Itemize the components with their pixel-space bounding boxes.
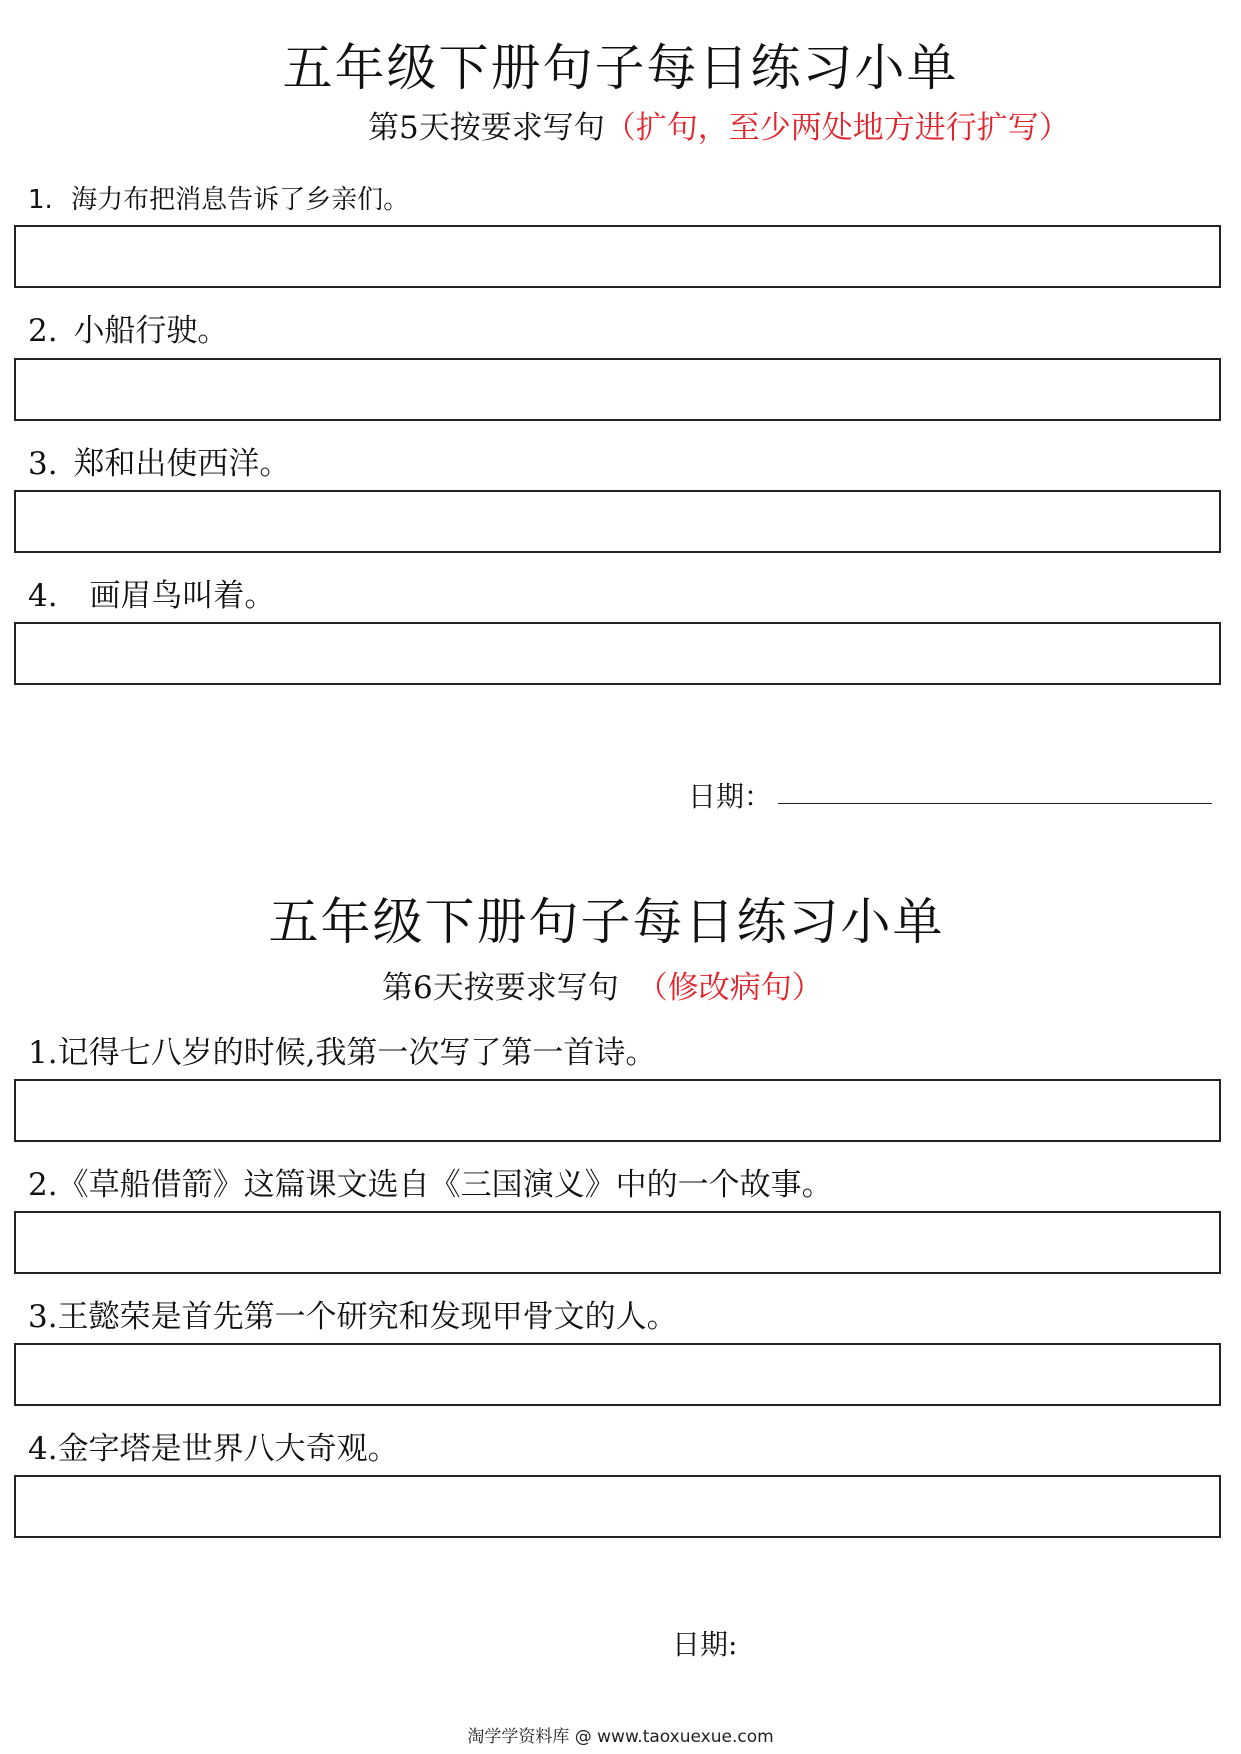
answer-box-4-day5[interactable] (14, 622, 1221, 685)
answer-box-3-day6[interactable] (14, 1343, 1221, 1406)
question-text: 小船行驶。 (73, 313, 229, 349)
question-number: 4. (28, 578, 58, 614)
worksheet-title-day5: 五年级下册句子每日练习小单 (282, 39, 959, 97)
answer-box-2-day6[interactable] (14, 1211, 1221, 1274)
question-number: 1. (28, 185, 53, 215)
answer-box-2-day5[interactable] (14, 358, 1221, 421)
question-3-day5 (28, 444, 290, 484)
answer-box-1-day5[interactable] (14, 225, 1221, 288)
subtitle-day5-text: 第5天按要求写句 (368, 110, 605, 146)
answer-box-3-day5[interactable] (14, 490, 1221, 553)
date-label-day5: 日期： (688, 780, 773, 813)
question-text: 郑和出使西洋。 (73, 446, 291, 482)
question-text: 记得七八岁的时候,我第一次写了第一首诗。 (57, 1035, 657, 1071)
question-number: 2. (28, 1167, 58, 1203)
footer-watermark: 淘学学资料库 @ www.taoxuexue.com (467, 1727, 774, 1747)
question-number: 3. (28, 446, 58, 482)
question-text: 王懿荣是首先第一个研究和发现甲骨文的人。 (57, 1299, 678, 1335)
subtitle-day6 (382, 968, 823, 1008)
instruction-day6: （修改病句） (636, 970, 823, 1006)
question-2-day5 (28, 311, 228, 351)
answer-box-4-day6[interactable] (14, 1475, 1221, 1538)
question-4-day6 (28, 1429, 399, 1469)
question-number: 3. (28, 1299, 58, 1335)
question-1-day5 (28, 180, 409, 220)
subtitle-day5 (368, 108, 1070, 148)
instruction-day5: （扩句，至少两处地方进行扩写） (604, 110, 1070, 146)
question-number: 2. (28, 313, 58, 349)
question-text: 《草船借箭》这篇课文选自《三国演义》中的一个故事。 (57, 1167, 833, 1203)
worksheet-title-day6: 五年级下册句子每日练习小单 (268, 893, 945, 951)
question-3-day6 (28, 1297, 678, 1337)
date-label-day6: 日期: (672, 1628, 738, 1661)
date-line-day5[interactable] (778, 803, 1212, 804)
subtitle-day6-text: 第6天按要求写句 (382, 970, 619, 1006)
question-text: 海力布把消息告诉了乡亲们。 (71, 185, 410, 215)
question-4-day5 (28, 576, 275, 616)
question-1-day6 (28, 1033, 656, 1073)
question-text: 金字塔是世界八大奇观。 (57, 1431, 399, 1467)
question-2-day6 (28, 1165, 833, 1205)
answer-box-1-day6[interactable] (14, 1079, 1221, 1142)
question-number: 1. (28, 1035, 58, 1071)
question-text: 画眉鸟叫着。 (89, 578, 276, 614)
question-number: 4. (28, 1431, 58, 1467)
